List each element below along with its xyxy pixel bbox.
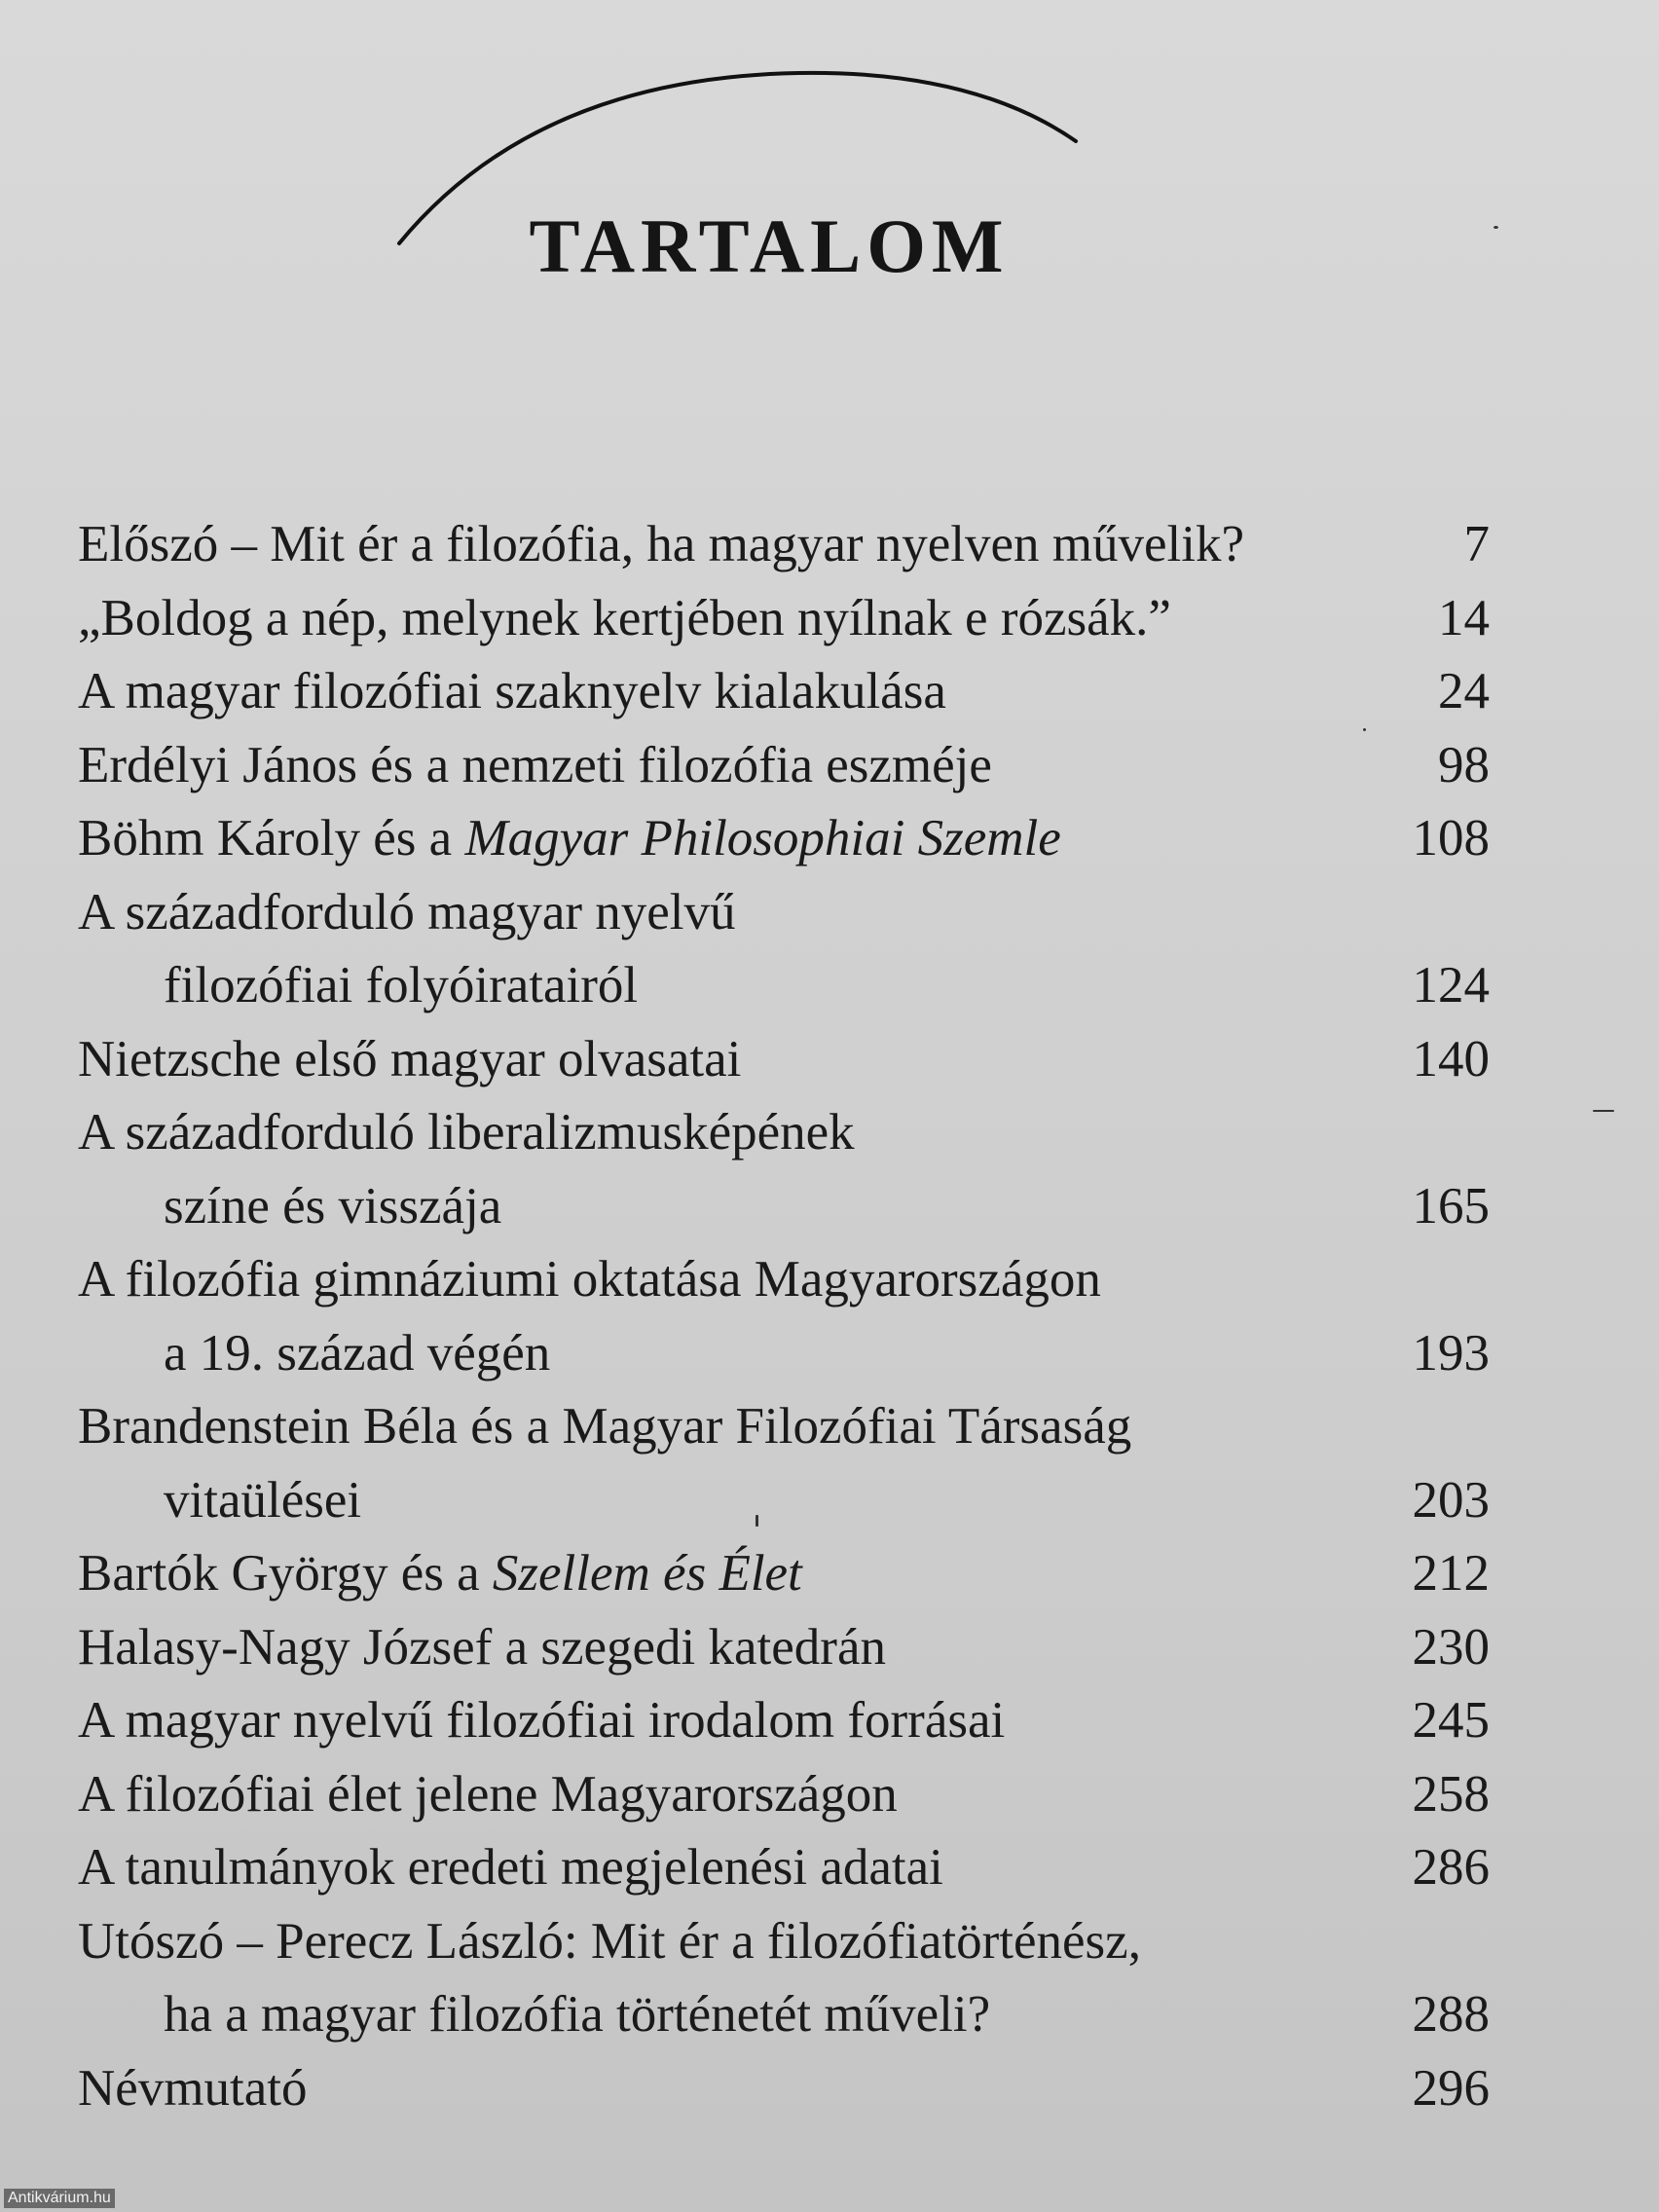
toc-entry-title: „Boldog a nép, melynek kertjében nyílnak e rózsák.” <box>78 589 1171 646</box>
source-watermark: Antikvárium.hu <box>4 2189 115 2208</box>
toc-entry-title: A filozófia gimnáziumi oktatása Magyarországon <box>78 1251 1101 1308</box>
toc-entry-title-cont: a 19. század végén <box>164 1324 551 1382</box>
toc-entry-continuation <box>78 1464 1490 1538</box>
toc-entry <box>78 1023 1490 1097</box>
toc-entry <box>78 1831 1490 1905</box>
toc-entry-title: A századforduló magyar nyelvű <box>78 883 736 940</box>
toc-entry <box>78 729 1490 803</box>
toc-entry-title: Névmutató <box>78 2059 308 2117</box>
toc-entry <box>78 1905 1490 1979</box>
toc-entry-continuation <box>78 949 1490 1023</box>
toc-entry-title: Halasy-Nagy József a szegedi katedrán <box>78 1618 886 1676</box>
toc-entry-title-cont: filozófiai folyóiratairól <box>164 957 639 1014</box>
toc-entry-page: 7 <box>1463 516 1490 572</box>
toc-entry <box>78 1758 1490 1832</box>
toc-entry-title: A filozófiai élet jelene Magyarországon <box>78 1765 898 1823</box>
toc-entry-page: 296 <box>1412 2059 1490 2117</box>
toc-entry-page: 245 <box>1412 1692 1490 1749</box>
toc-entry <box>78 1684 1490 1758</box>
toc-entry-page: 230 <box>1412 1618 1490 1676</box>
table-of-contents <box>78 508 1490 2125</box>
toc-entry-page: 212 <box>1412 1545 1490 1602</box>
paper-speck <box>1363 728 1366 731</box>
toc-entry-title-italic: Magyar Philosophiai Szemle <box>464 810 1061 866</box>
toc-entry-page: 193 <box>1412 1324 1490 1382</box>
toc-entry <box>78 655 1490 729</box>
toc-entry-page: 140 <box>1412 1030 1490 1088</box>
toc-entry <box>78 1611 1490 1685</box>
toc-entry-page: 98 <box>1438 736 1490 793</box>
toc-entry-title-plain: Böhm Károly és a <box>78 810 465 866</box>
toc-entry-title <box>78 802 1061 876</box>
toc-entry-title: Brandenstein Béla és a Magyar Filozófiai Társaság <box>78 1398 1132 1455</box>
toc-entry-title-italic: Szellem és Élet <box>492 1545 802 1602</box>
toc-entry <box>78 582 1490 656</box>
toc-entry <box>78 1537 1490 1611</box>
toc-entry-title: A magyar nyelvű filozófiai irodalom forrásai <box>78 1692 1006 1749</box>
toc-entry <box>78 1096 1490 1170</box>
toc-entry-title: A magyar filozófiai szaknyelv kialakulása <box>78 663 946 719</box>
toc-entry <box>78 2052 1490 2126</box>
toc-entry-title-cont: vitaülései <box>164 1471 362 1529</box>
toc-entry-continuation <box>78 1978 1490 2052</box>
toc-entry-page: 108 <box>1412 810 1490 866</box>
toc-entry <box>78 1243 1490 1317</box>
paper-speck <box>756 1515 758 1527</box>
toc-entry-continuation <box>78 1170 1490 1244</box>
toc-entry-title: A századforduló liberalizmusképének <box>78 1104 855 1161</box>
toc-entry-continuation <box>78 1317 1490 1391</box>
toc-entry <box>78 508 1490 582</box>
toc-entry-title: Erdélyi János és a nemzeti filozófia eszméje <box>78 736 992 793</box>
paper-speck <box>1593 1110 1614 1112</box>
toc-entry-page: 14 <box>1438 589 1490 646</box>
toc-entry-title-cont: ha a magyar filozófia történetét műveli? <box>164 1986 991 2043</box>
paper-speck <box>1493 226 1498 229</box>
toc-entry-title: Nietzsche első magyar olvasatai <box>78 1030 742 1088</box>
toc-entry-page: 24 <box>1438 663 1490 719</box>
toc-entry-page: 286 <box>1412 1839 1490 1896</box>
toc-entry-page: 258 <box>1412 1765 1490 1823</box>
toc-entry-title: A tanulmányok eredeti megjelenési adatai <box>78 1839 943 1896</box>
toc-entry-title <box>78 1537 802 1611</box>
toc-entry <box>78 1390 1490 1464</box>
toc-entry-page: 203 <box>1412 1471 1490 1529</box>
toc-entry-page: 124 <box>1412 957 1490 1014</box>
toc-entry-title: Előszó – Mit ér a filozófia, ha magyar nyelven művelik? <box>78 516 1244 572</box>
toc-entry <box>78 802 1490 876</box>
toc-entry-title-cont: színe és visszája <box>164 1177 502 1235</box>
toc-entry-title: Utószó – Perecz László: Mit ér a filozófiatörténész, <box>78 1912 1141 1970</box>
toc-entry-page: 165 <box>1412 1177 1490 1235</box>
toc-entry-title-plain: Bartók György és a <box>78 1545 493 1602</box>
toc-entry-page: 288 <box>1412 1986 1490 2043</box>
page-title: TARTALOM <box>529 203 1010 288</box>
toc-entry <box>78 876 1490 950</box>
